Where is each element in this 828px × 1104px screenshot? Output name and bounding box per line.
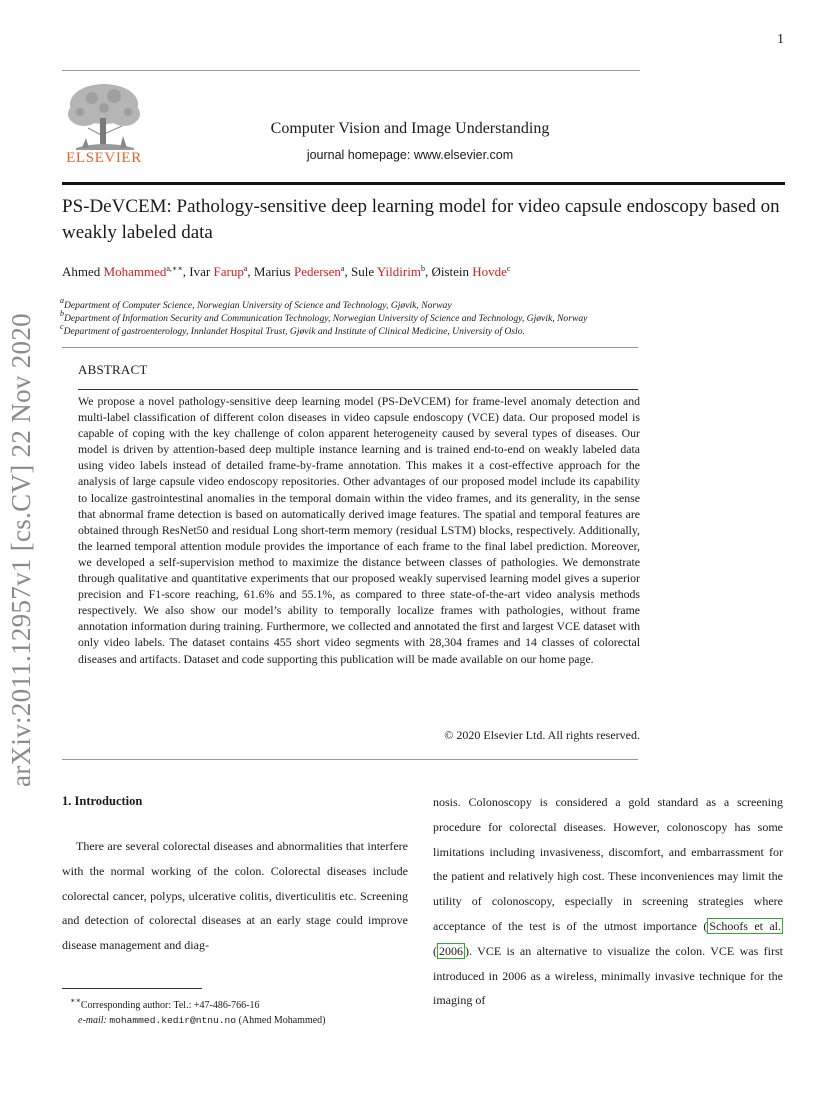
author-affiliation-mark: a (340, 264, 345, 273)
author-first-name: Sule (350, 264, 377, 279)
author-separator: , (424, 264, 432, 279)
affiliation-mark: c (60, 322, 64, 331)
author-last-name[interactable]: Farup (213, 264, 244, 279)
header-thick-rule (62, 182, 785, 185)
author-last-name[interactable]: Mohammed (103, 264, 167, 279)
citation-year-link[interactable]: 2006 (439, 943, 463, 958)
affiliation-text: Department of Computer Science, Norwegian University of Science and Technology, Gjøvik, Norway (64, 300, 452, 311)
footnote-email-name: (Ahmed Mohammed) (238, 1015, 326, 1026)
journal-homepage[interactable]: journal homepage: www.elsevier.com (306, 148, 514, 162)
paper-title: PS-DeVCEM: Pathology-sensitive deep learning model for video capsule endoscopy based on weakly labeled data (62, 196, 780, 243)
affiliation-mark: a (60, 296, 64, 305)
intro-left-column: There are several colorectal diseases and abnormalities that interfere with the normal working of the colon. Colorectal diseases include colorectal cancer, polyps, ulcerative colitis, diverticulitis etc. Screening and detection of colorectal diseases at an early stage could improve disease management and diag- (62, 839, 408, 953)
intro-right-text: nosis. Colonoscopy is considered a gold standard as a screening procedure for colorectal diseases. However, colonoscopy has some limitations including invasiveness, discomfort, and embarrassment for the patient and relatively high cost. These inconveniences may limit the utility of colonoscopy, especially in screening strategies where acceptance of the test is of the utmost importance ( (433, 795, 783, 933)
header-top-rule (62, 70, 640, 71)
affiliation-c (60, 322, 800, 337)
footnote-email[interactable]: mohammed.kedir@ntnu.no (109, 1015, 237, 1026)
abstract-body: We propose a novel pathology-sensitive deep learning model (PS-DeVCEM) for frame-level anomaly detection and multi-label classification of different colon diseases in video capsule endoscopy (VCE) data. Our proposed model is capable of coping with the key challenge of colon apparent heterogeneity caused by several types of diseases. Our model is driven by attention-based deep multiple instance learning and is trained end-to-end on weakly labeled data using video labels instead of detailed frame-by-frame annotation. This makes it a cost-effective approach for the analysis of large capsule video endoscopy repositories. Other advantages of our proposed model include its capability to localize gastrointestinal anomalies in the temporal domain within the video frames, and its generality, in the sense that abnormal frame detection is based on automatically derived image features. The spatial and temporal features are obtained through ResNet50 and residual Long short-term memory (residual LSTM) blocks, respectively. Additionally, the learned temporal attention module provides the importance of each frame to the final label prediction. Moreover, we developed a self-supervision method to maximize the distance between classes of pathologies. We demonstrate through qualitative and quantitative experiments that our proposed weakly supervised learning model gives a superior precision and F1-score reaching, 61.6% and 55.1%, as compared to three state-of-the-art video analysis methods respectively. We also show our model’s ability to temporally localize frames with pathologies, without frame annotation information during training. Furthermore, we collected and annotated the first and largest VCE dataset with only video labels. The dataset contains 455 short video segments with 28,304 frames and 14 classes of colorectal diseases and artifacts. Dataset and code supporting this publication will be made available on our home page. (78, 394, 640, 666)
footnote-mark: ∗∗ (70, 996, 81, 1005)
author-separator: , (344, 264, 351, 279)
intro-right-text-continued: ). VCE is an alternative to visualize the colon. VCE was first introduced in 2006 as a wireless, minimally invasive technique for the imaging of (433, 943, 783, 1008)
author-affiliation-mark: c (506, 264, 511, 273)
author-last-name[interactable]: Yildirim (376, 264, 421, 279)
author-first-name: Øistein (431, 264, 473, 279)
footnote-corresponding: Corresponding author: Tel.: +47-486-766-16 (80, 1000, 260, 1011)
abstract-heading: ABSTRACT (78, 362, 148, 377)
affiliation-text: Department of gastroenterology, Innlandet Hospital Trust, Gjøvik and Institute of Clinical Medicine, University of Oslo. (63, 326, 525, 337)
affiliation-mark: b (60, 309, 64, 318)
elsevier-wordmark: ELSEVIER (66, 150, 142, 166)
page-number: 1 (777, 32, 784, 47)
author-first-name: Ivar (189, 264, 214, 279)
author-affiliation-mark: a,∗∗ (166, 264, 183, 273)
affiliation-text: Department of Information Security and Communication Technology, Norwegian University of Science and Technology, Gjøvik, Norway (64, 313, 588, 324)
author-last-name[interactable]: Hovde (472, 264, 507, 279)
journal-name: Computer Vision and Image Understanding (270, 120, 550, 137)
author-list (62, 264, 782, 280)
footnote-rule (62, 988, 202, 989)
author-separator: , (247, 264, 254, 279)
section-heading-introduction: 1. Introduction (62, 794, 143, 808)
footnote (62, 993, 402, 1028)
author-first-name: Marius (253, 264, 294, 279)
author-last-name[interactable]: Pedersen (293, 264, 341, 279)
author-affiliation-mark: b (420, 264, 425, 273)
abstract-top-rule (62, 347, 638, 348)
footnote-email-label: e-mail: (78, 1015, 107, 1026)
intro-right-column: nosis. Colonoscopy is considered a gold standard as a screening procedure for colorectal diseases. However, colonoscopy has some limitations including invasiveness, discomfort, and embarrassment for the patient and relatively high cost. These inconveniences may limit the utility of colonoscopy, especially in screening strategies where acceptance of the test is of the utmost importance ( Schoofs et al. ( 2006 ). VCE is an alternative to visualize the colon. VCE was first introduced in 2006 as a wireless, minimally invasive technique for the imaging of (433, 795, 783, 1008)
arxiv-stamp[interactable]: arXiv:2011.12957v1 [cs.CV] 22 Nov 2020 (6, 313, 36, 787)
author-first-name: Ahmed (62, 264, 104, 279)
copyright-notice: © 2020 Elsevier Ltd. All rights reserved. (444, 728, 640, 742)
abstract-heading-rule (78, 389, 638, 390)
abstract-bottom-rule (62, 759, 638, 760)
author-separator: , (182, 264, 190, 279)
citation-link[interactable]: Schoofs et al. (709, 918, 781, 933)
author-affiliation-mark: a (243, 264, 248, 273)
